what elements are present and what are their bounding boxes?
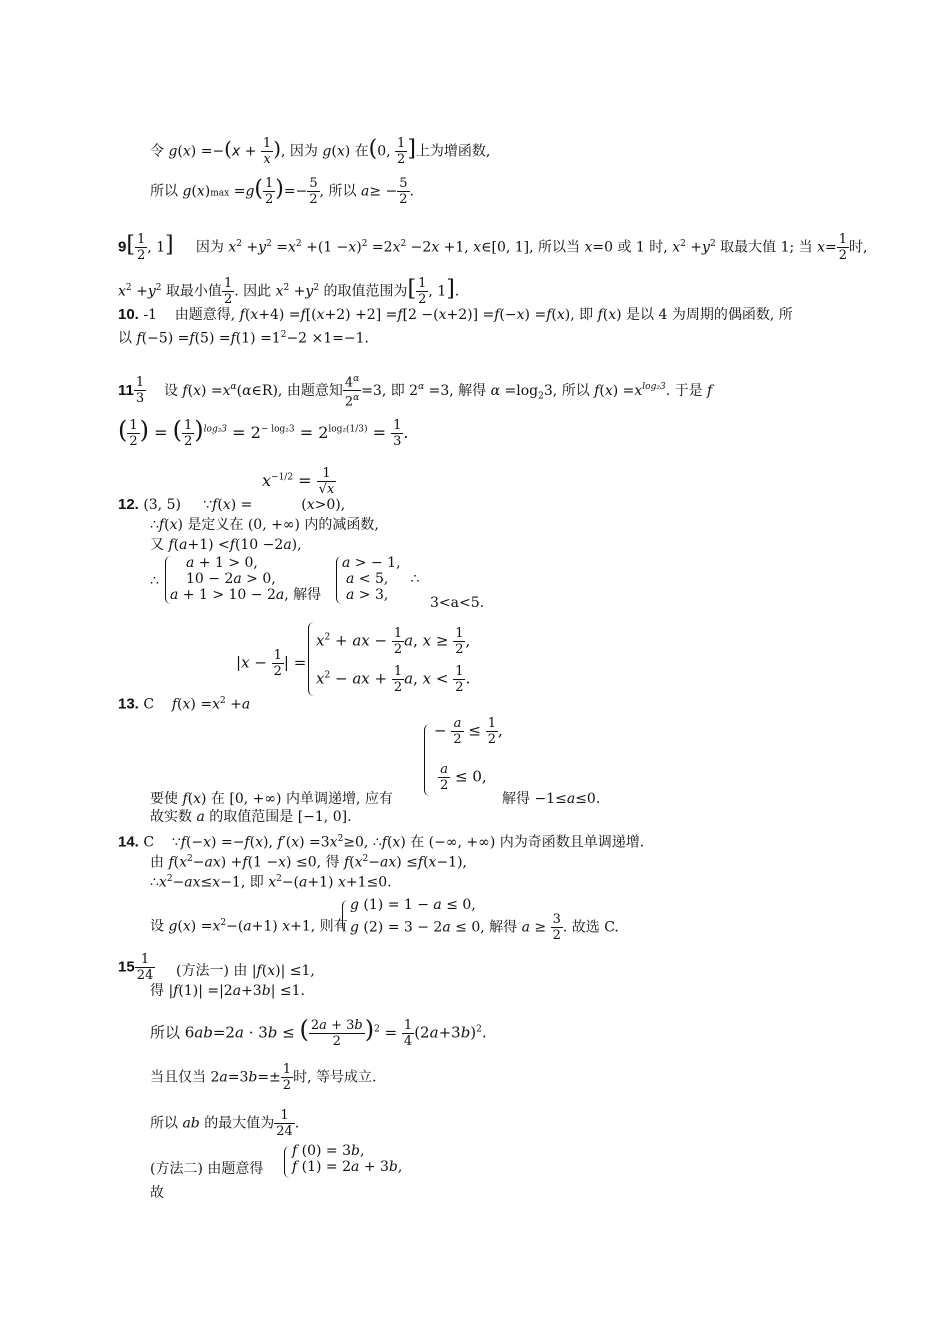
p10-line1: 10. -1 由题意得, f(x+4) =f[(x+2) +2] =f[2 −(x+2)] =f(−x) =f(x), 即 f(x) 是以 4 为周期的偶函数, 所 — [118, 306, 793, 323]
p15-line1: (方法一) 由 |f(x)| ≤1, — [176, 963, 315, 979]
p13-cond-brace — [424, 724, 431, 796]
p8-line1: 令 g(x) =−(x + $\frac{1}{x}$ ), 因为 g(x) 在(0, $\frac{1}{2}$ ]上为增函数, — [150, 136, 491, 167]
p15-sys-a: f (0) = 3b, — [292, 1143, 365, 1159]
p13-cond2: $\frac{a}{2}$ ≤ 0, — [440, 762, 487, 793]
p9-line1: 9[ $\frac{1}{2}$ , 1] 因为 $x^2 +y^2 =x^2 +(1 -x)^2 =2x^2 -2x +1$, x∈[0, 1], 所以当 x=0 或 1 时, $x^2 +y^2$ 取最大值 1; 当 x= $\frac{1}{2}$ 时, — [118, 232, 868, 263]
p9-line2: $x^2 +y^2$ 取最小值 $\frac{1}{2}$ . 因此 $x^2 +y^2$ 的取值范围为[ $\frac{1}{2}$ , 1]. — [118, 276, 460, 307]
p14-system-brace — [342, 900, 349, 932]
p13-line0: 13. C $f(x) =x^2 +a$ — [118, 695, 251, 713]
p11-line1: 11 $\frac{1}{3}$ 设 $f(x) =x^\alpha(\alpha\in R)$, 由题意知 $\frac{4^\alpha}{2^\alpha}$ =3, 即 $2^\alpha =3$, 解得 $\alpha =\log_23$, 所以 $f(x) =x^{log_23}$. 于是 f — [118, 374, 713, 410]
p13-case2: $x^2$ − ax + $\frac{1}{2}$ a, x < $\frac{1}{2}$ . — [316, 664, 471, 695]
p15-sys-b: f (1) = 2a + 3b, — [292, 1159, 403, 1175]
p12-line2: ∴f(x) 是定义在 (0, +∞) 内的减函数, — [150, 517, 379, 533]
p13-line1: 要使 f(x) 在 [0, +∞) 内单调递增, 应有 — [150, 791, 393, 807]
p12-sys2-a: a > − 1, — [342, 555, 401, 571]
p10-line2: 以 $f(-5) =f(5) =f(1) =1^2-2 \times 1=-1$. — [118, 330, 369, 347]
p15-line3: 所以 6ab=2a · 3b ≤ ( $\frac{2a + 3b}{2}$ )$^2$ = $\frac{1}{4}$ $(2a+3b)^2$. — [150, 1015, 487, 1049]
p15-line5: 所以 ab 的最大值为 $\frac{1}{24}$ . — [150, 1108, 300, 1139]
p12-therefore: ∴ — [150, 573, 159, 589]
p12-sys1-b: 10 − 2a > 0, — [186, 571, 276, 587]
p13-line2: 故实数 a 的取值范围是 [−1, 0]. — [150, 809, 352, 825]
p12-line1: 12. (3, 5) ∵f(x) = (x>0), — [118, 496, 346, 513]
p12-result: 3<a<5. — [430, 595, 485, 611]
p12-sys2-b: a < 5, ∴ — [346, 571, 420, 587]
p14-line1: 14. C ∵f(−x) =−f(x), $f'(x) =3x^2\ge 0$, ∴f(x) 在 (−∞, +∞) 内为奇函数且单调递增. — [118, 833, 645, 851]
p13-abs-expr: |x − $\frac{1}{2}$ | = — [236, 648, 307, 679]
p15-answer: 15 $\frac{1}{24}$ — [118, 952, 154, 983]
p15-line6: (方法二) 由题意得 — [150, 1161, 264, 1177]
p14-line4: 设 $g(x) =x^2-(a+1)$ x+1, 则有 — [150, 918, 348, 935]
p11-line2: ( $\frac{1}{2}$ ) = ( $\frac{1}{2}$ )$^{log_23} = 2^{- log_23} = 2^{log_2(1/3)}$ = $\frac{1}{3}$ . — [118, 416, 409, 449]
p13-case1: $x^2$ + ax − $\frac{1}{2}$ a, x ≥ $\frac{1}{2}$ , — [316, 626, 471, 657]
p12-sys2-c: a > 3, — [346, 587, 389, 603]
p12-xpower: $x^{-1/2}$ = $\frac{1}{√x}$ — [262, 466, 335, 497]
p15-system-brace — [284, 1146, 291, 1178]
p15-line2: 得 |f(1)| =|2a+3b| ≤1. — [150, 983, 305, 999]
p13-result: 解得 −1≤a≤0. — [502, 791, 601, 807]
p14-line2: 由 $f(x^2-ax) +f(1 -x) \le 0$, 得 $f(x^2-ax) \le f(x-1)$, — [150, 854, 468, 871]
p14-sys-b: g (2) = 3 − 2a ≤ 0, 解得 a ≥ $\frac{3}{2}$ . 故选 C. — [350, 912, 619, 943]
p8-line2: 所以 g(x)max =g( $\frac{1}{2}$ )=− $\frac{5}{2}$ , 所以 a≥ − $\frac{5}{2}$ . — [150, 176, 414, 207]
p14-line3: $\therefore x^2-ax\le x-1$, 即 $x^2-(a+1)$ x+1≤0. — [150, 874, 392, 891]
p12-line3: 又 f(a+1) <f(10 −2a), — [150, 537, 302, 553]
p13-case-brace — [308, 622, 315, 696]
p12-sys1-c: a + 1 > 10 − 2a, 解得 — [170, 587, 322, 603]
p15-line4: 当且仅当 2a=3b=± $\frac{1}{2}$ 时, 等号成立. — [150, 1062, 377, 1093]
p14-sys-a: g (1) = 1 − a ≤ 0, — [350, 897, 476, 913]
p13-cond1: − $\frac{a}{2}$ ≤ $\frac{1}{2}$ , — [434, 716, 503, 747]
p15-line7: 故 — [150, 1185, 164, 1201]
p12-sys1-a: a + 1 > 0, — [186, 555, 258, 571]
